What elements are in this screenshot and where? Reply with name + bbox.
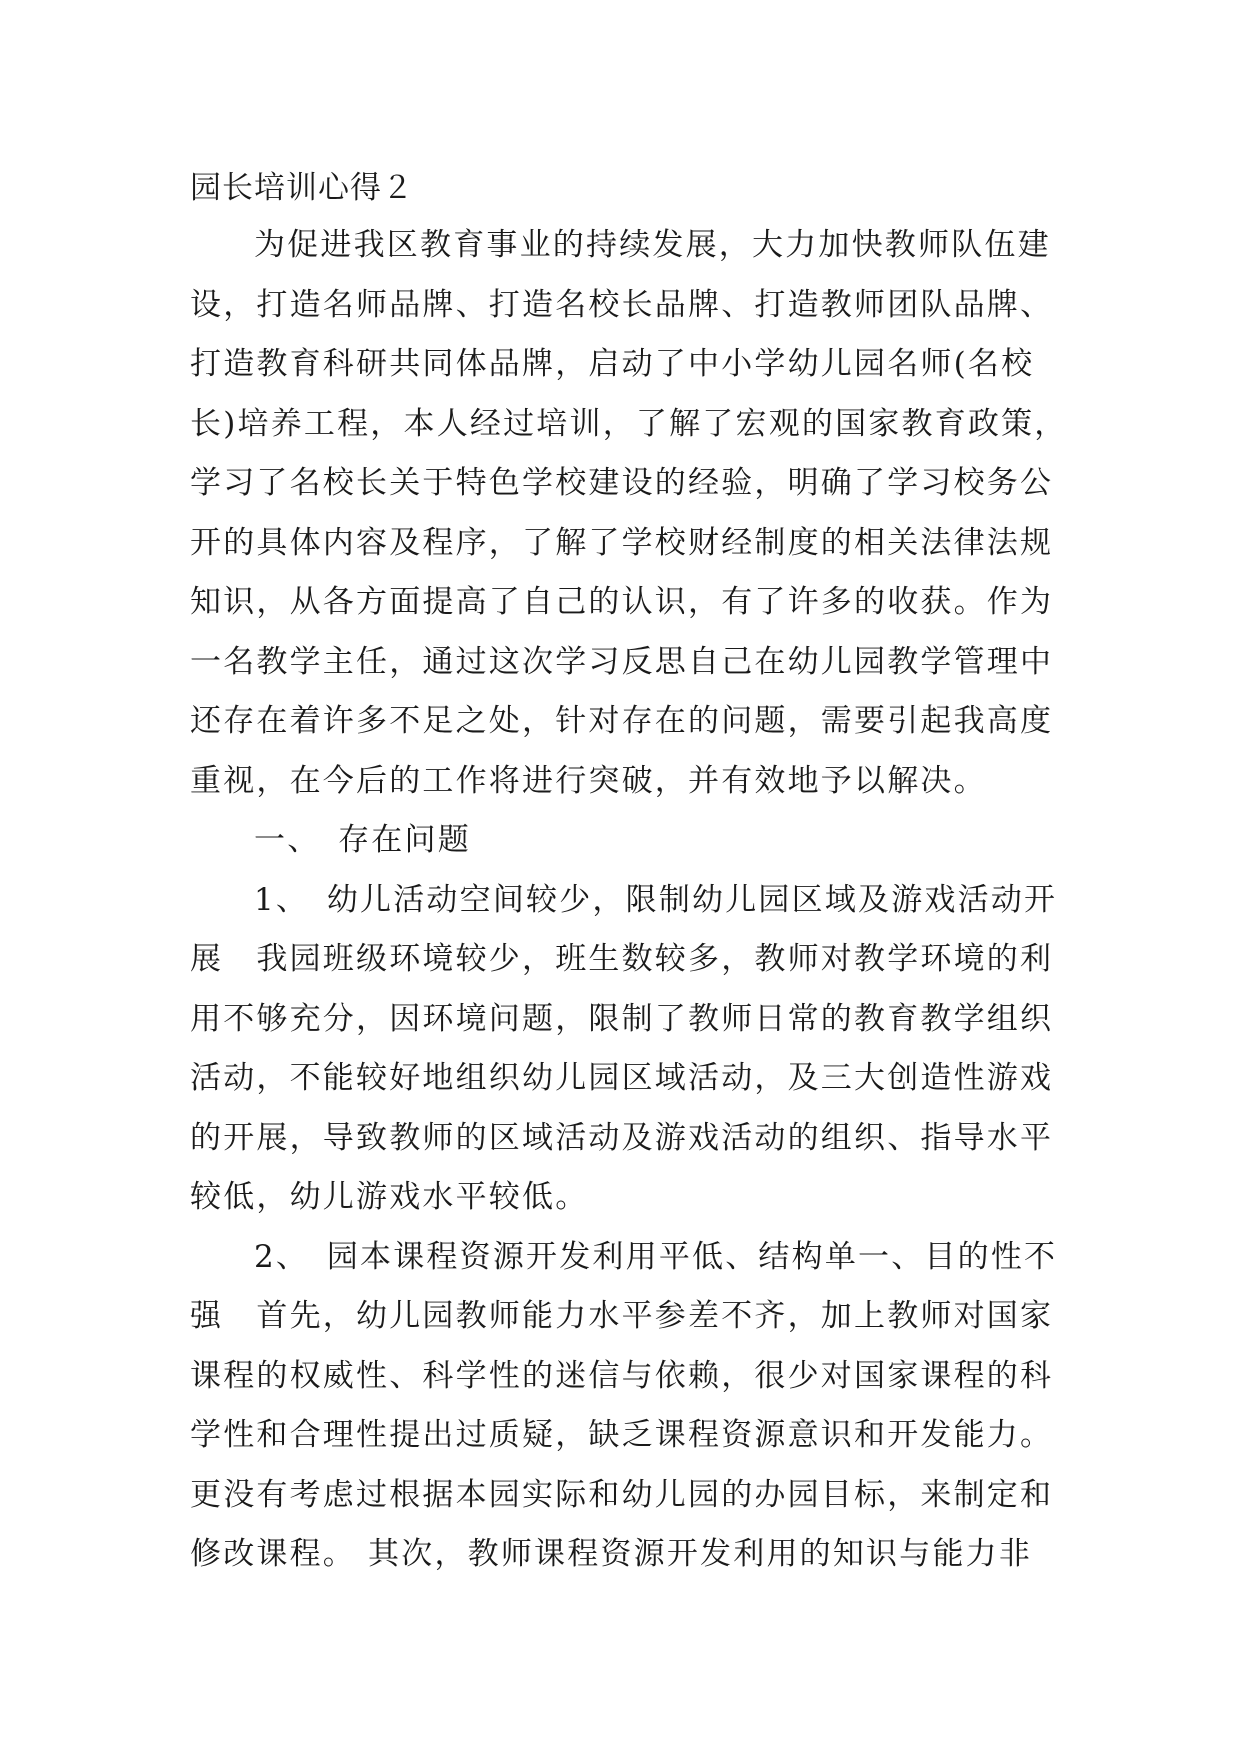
paragraph-line: 学习了名校长关于特色学校建设的经验，明确了学习校务公: [190, 465, 1054, 501]
paragraph-line: 开的具体内容及程序，了解了学校财经制度的相关法律法规: [190, 524, 1054, 561]
paragraph-line: 用不够充分，因环境问题，限制了教师日常的教育教学组织: [190, 1000, 1054, 1037]
section-heading: 一、 存在问题: [254, 822, 471, 858]
paragraph-line: 设，打造名师品牌、打造名校长品牌、打造教师团队品牌、: [190, 286, 1054, 323]
document-title: 园长培训心得２: [190, 170, 414, 206]
paragraph-line: 1、 幼儿活动空间较少，限制幼儿园区域及游戏活动开: [254, 881, 1058, 918]
paragraph-line: 还存在着许多不足之处，针对存在的问题，需要引起我高度: [190, 703, 1054, 739]
paragraph-line: 重视，在今后的工作将进行突破，并有效地予以解决。: [190, 762, 987, 799]
paragraph-line: 修改课程。 其次，教师课程资源开发利用的知识与能力非: [190, 1536, 1033, 1572]
paragraph-line: 为促进我区教育事业的持续发展，大力加快教师队伍建: [254, 227, 1051, 263]
paragraph-line: 一名教学主任，通过这次学习反思自己在幼儿园教学管理中: [190, 643, 1054, 680]
document-body: [190, 160, 1068, 1585]
paragraph-line: 更没有考虑过根据本园实际和幼儿园的办园目标，来制定和: [190, 1476, 1054, 1513]
paragraph-line: 展 我园班级环境较少，班生数较多，教师对教学环境的利: [190, 941, 1054, 977]
paragraph-line: 的开展，导致教师的区域活动及游戏活动的组织、指导水平: [190, 1119, 1054, 1156]
paragraph-line: 知识，从各方面提高了自己的认识，有了许多的收获。作为: [190, 584, 1054, 620]
paragraph-line: 2、 园本课程资源开发利用平低、结构单一、目的性不: [254, 1238, 1058, 1275]
paragraph-line: 活动，不能较好地组织幼儿园区域活动，及三大创造性游戏: [190, 1060, 1054, 1096]
paragraph-line: 打造教育科研共同体品牌，启动了中小学幼儿园名师(名校: [190, 346, 1035, 382]
paragraph-line: 学性和合理性提出过质疑，缺乏课程资源意识和开发能力。: [190, 1417, 1054, 1453]
paragraph-line: 长)培养工程，本人经过培训，了解了宏观的国家教育政策，: [190, 405, 1068, 442]
paragraph-line: 强 首先，幼儿园教师能力水平参差不齐，加上教师对国家: [190, 1298, 1054, 1334]
paragraph-line: 较低，幼儿游戏水平较低。: [190, 1179, 589, 1215]
paragraph-line: 课程的权威性、科学性的迷信与依赖，很少对国家课程的科: [190, 1357, 1054, 1394]
